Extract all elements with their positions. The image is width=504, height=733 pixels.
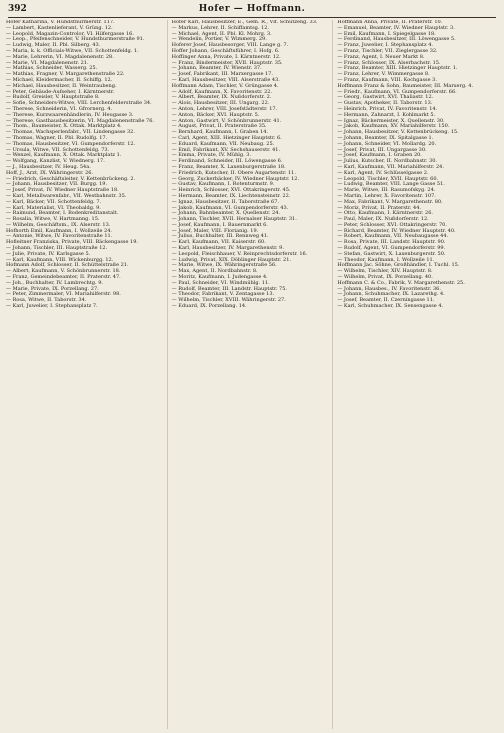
directory-entry: — Heinrich, Schlosser, XVI. Ottakringerstr. 45.: [171, 187, 291, 194]
directory-entry: — Adolf, Kaufmann, X. Favoritenstr. 22.: [171, 88, 273, 95]
directory-entry: — Alois, Hausbesitzer, III. Ungarg. 22.: [171, 100, 270, 107]
directory-entry: — Moriz, Privat, II. Praterstr. 44.: [337, 204, 421, 211]
directory-entry: — Ludwig, Privat, XIX. Döblinger Hauptstr. 21.: [171, 256, 291, 263]
directory-entry: — Karl, Kaufmann, VII. Kaiserstr. 60.: [171, 239, 266, 246]
directory-entry: — Max, Fabrikant, V. Margarethenstr. 80.: [337, 198, 443, 205]
directory-entry: — Gustav, Apotheker, II. Taborstr. 13.: [337, 100, 433, 107]
directory-entry: — Karl, Bäcker, VII. Schottenfeldg. 7.: [6, 198, 102, 205]
directory-entry: Hoffmann C. & Co., Fabrik, V. Margarethenstr. 25.: [337, 279, 465, 286]
directory-entry: — Theodor, Fabrikant, V. Zentagasse 13.: [171, 291, 275, 298]
column-1: [6, 20, 168, 729]
directory-entry: — Leopold, Magazin-Controlor, VI. Hilfergasse 16.: [6, 30, 134, 37]
directory-entry: — Rudolf, Greisler, V. Hauptstraße 8.: [6, 94, 100, 101]
directory-entry: — Johann, Hausbes., IV. Favoritenstr. 36.: [337, 285, 441, 292]
directory-entry: — Rudolf, Agent, VI. Gumpendorferstr. 99.: [337, 245, 446, 252]
directory-entry: Hoffmann Jac. Söhne, Großhändler, I. Tuchl. 15.: [337, 262, 460, 269]
directory-entry: — Anton, Gastwirt, V. Schönbrunnerstr. 41.: [171, 117, 282, 124]
directory-entry: — Martin, Lehrer, X. Favoritenstr. 107.: [337, 192, 436, 199]
directory-entry: — Franz, Juwelier, I. Stephansplatz 4.: [337, 42, 433, 49]
directory-entry: Hofer Karl, Hausbesitzer, E., Gem. R., Vlf. Schützeng. 33.: [171, 20, 318, 25]
directory-entry: — J., Hausbesitzer, IV. Heug. 54a.: [6, 163, 91, 170]
directory-entry: — Stefan, Gastwirt, X. Laxenburgerstr. 50.: [337, 250, 446, 257]
directory-entry: — Raimund, Beamter, I. Bodenkreditanstalt.: [6, 210, 119, 217]
directory-entry: — Eduard, IX. Porzellang. 14.: [171, 303, 247, 310]
directory-entry: — Johann, Beamter, IX. Spitalgasse 1.: [337, 134, 434, 141]
directory-entry: — Franz, Agent, I. Neuer Markt 8.: [337, 53, 425, 60]
directory-entry: — Franz, Lehrer, V. Wimmergasse 8.: [337, 71, 430, 78]
directory-entry: — Marie, Witwe, III. Rasumofskyg. 24.: [337, 187, 436, 194]
directory-entry: — Karl, Hausbesitzer, VIII. Alserstraße 43.: [171, 76, 280, 83]
directory-entry: — Therese, Gasthausbesitzerin, VI. Magdalenenstraße 76.: [6, 117, 155, 124]
directory-entry: — Bernhard, Kaufmann, I. Graben 14.: [171, 129, 269, 136]
directory-entry: — Eduard, Kaufmann, VII. Neubaug. 25.: [171, 140, 275, 147]
directory-entry: — Therese, Schneiderin, VI. Gfrornerg. 4.: [6, 105, 113, 112]
directory-entry: Hoffmann Adam, Tischler, V. Grüngasse 4.: [171, 82, 279, 89]
directory-entry: — Georg, Zuckerbäcker, IV. Wiedner Hauptstr. 12.: [171, 175, 300, 182]
directory-entry: — Anton, Bäcker, XVI. Hauptstr. 5.: [171, 111, 260, 118]
directory-entry: — Wilhelm, Geschäftsm., IX. Alserstr. 13.: [6, 221, 111, 228]
directory-entry: — Franz, Schlosser, IX. Alserbachstr. 15.: [337, 59, 441, 66]
directory-entry: — August, Privat, II. Praterstraße 35.: [171, 123, 267, 130]
directory-entry: — Friedrich, Geschäftsleiter, V. Kettenbrückeng. 2.: [6, 175, 136, 182]
directory-entry: Hoffer Johann, Geschäftsführer, I. Hofg. 6.: [171, 47, 280, 54]
directory-entry: — Josef, Fabrikant, III. Marxergasse 17.: [171, 71, 273, 78]
directory-entry: — Paul, Schneider, VI. Windmühlg. 11.: [171, 279, 270, 286]
directory-entry: — Anton, Lehrer, VIII. Josefstädterstr. 17.: [171, 105, 278, 112]
directory-entry: — Thom., Baumeister, X. Ottak. Marktplatz 4.: [6, 123, 122, 130]
directory-entry: — Josef, Privat, III. Ungargasse 30.: [337, 146, 427, 153]
directory-entry: — Josef, Maler, VIII. Florianig. 19.: [171, 227, 259, 234]
directory-entry: — Friedr., Kaufmann, VI. Gumpendorferstr. 66.: [337, 88, 457, 95]
directory-entry: — Hermann, Zahnarzt, I. Kohlmarkt 5.: [337, 111, 436, 118]
directory-entry: — Friedrich, Kutscher, II. Obere Augartenstr. 11.: [171, 169, 296, 176]
directory-entry: — Karl, Kaufmann, VII. Mariahilferstr. 24.: [337, 163, 444, 170]
directory-entry: — Robert, Kaufmann, VII. Neubaugasse 44.: [337, 233, 449, 240]
directory-entry: Hoffmann Anna, Private, II. Praterstr. 10.: [337, 20, 443, 25]
directory-entry: — Ludwig, Maler, II. Pbl. Silberg. 43.: [6, 42, 101, 49]
directory-entry: — Georg, Gastwirt, XVI. Thaliastr. 12.: [337, 94, 434, 101]
directory-entry: Hofmann Adolf, Schlosser, II. Schüttelstraße 21.: [6, 262, 129, 269]
directory-entry: — Karl, Agent, IV. Schlüsselgasse 2.: [337, 169, 429, 176]
page-number: 392: [8, 4, 27, 14]
directory-entry: — Michael, Agent, II. Pbl. Kl. Mohrg. 3.: [171, 30, 272, 37]
directory-entry: — Ignaz, Bäckermeister, X. Quellenstr. 30.: [337, 117, 445, 124]
directory-entry: — Thomas, Hausbesitzer, VI. Gumpendorferstr. 12.: [6, 140, 136, 147]
columns: [6, 20, 498, 729]
directory-entry: — Franz, Kaufmann, VIII. Kochgasse 3.: [337, 76, 437, 83]
directory-entry: — Paul, Maler, IX. Nußdorferstr. 12.: [337, 216, 429, 223]
directory-entry: Hofhorth Emil, Kaufmann, I. Wollzeile 24.: [6, 227, 113, 234]
directory-entry: — Karl, Hausbesitzer, IV. Margarethenstr. 9.: [171, 245, 284, 252]
directory-entry: — Rosalia, Witwe, V. Hartmanng. 15.: [6, 216, 100, 223]
directory-entry: — Johann, Schuhmacher, IX. Lazarethg. 4.: [337, 291, 445, 298]
directory-entry: — Marie, Private, IX. Porzellang. 27.: [6, 285, 99, 292]
directory-entry: — Julius, Kutscher, II. Nordbahnstr. 30.: [337, 158, 438, 165]
directory-entry: — Heinrich, Privat, IV. Favoritenstr. 14.: [337, 105, 438, 112]
directory-entry: — Thomas, Wagner, II. Pbl. Rudolfg. 17.: [6, 134, 108, 141]
directory-entry: — Michael, Kleidermacher, II. Schiffg. 12.: [6, 76, 113, 83]
directory-entry: — Ignaz, Hausbesitzer, II. Taborstraße 67.: [171, 198, 279, 205]
directory-entry: — Franz, Bindermeister, XVII. Hauptstr. 35.: [171, 59, 283, 66]
directory-entry: — Rosa, Private, III. Landstr. Hauptstr. 90.: [337, 239, 446, 246]
directory-entry: — Josef, Kaufmann, I. Graben 20.: [337, 152, 422, 159]
directory-entry: — Mathias, Schneider, Wasserg. 25.: [6, 65, 98, 72]
directory-entry: Hofer Katharina, V. Hundsthurmerstr. 117.: [6, 20, 115, 25]
directory-entry: — Johann, Tischler, XVII. Hernalser Hauptstr. 31.: [171, 216, 297, 223]
directory-entry: — Marie, Lehrerin, VI. Magdalenenstr. 28.: [6, 53, 114, 60]
directory-entry: — Michael, Hausbesitzer, II. Weintraubeng.: [6, 82, 117, 89]
directory-entry: — Theodor, Kaufmann, I. Wollzeile 11.: [337, 256, 435, 263]
directory-entry: — Emanuel, Beamter, IV. Wiedner Hauptstr. 3.: [337, 24, 455, 31]
directory-entry: — Sofie, Schneiders-Witwe, VIII. Lerchenfelderstraße 34.: [6, 100, 152, 107]
directory-entry: — Mathias, Fragner, V. Margarethenstraße 22.: [6, 71, 125, 78]
directory-entry: — Wenzel, Kaufmann, X. Ottak. Marktplatz 1.: [6, 152, 122, 159]
directory-entry: — Johann, Bahnbeamter, X. Quellenstr. 24.: [171, 210, 281, 217]
directory-entry: — Peter, Zimmermaler, VI. Mariahilferstr. 98.: [6, 291, 121, 298]
directory-entry: — Ferdinand, Hausbesitzer, III. Löwengasse 5.: [337, 36, 456, 43]
directory-entry: — Leopold, Tischler, XVII. Hauptstr. 60.: [337, 175, 439, 182]
directory-entry: — Max, Agent, II. Nordbahnstr. 8.: [171, 268, 258, 275]
directory-entry: — Karl, Metallwarenfabr., VII. Westbahnstr. 35.: [6, 192, 127, 199]
directory-entry: — Johann, Beamter, IV. Wienstr. 37.: [171, 65, 262, 72]
directory-entry: — Therese, Kurzwaarenhändlerin, IV. Heugasse 3.: [6, 111, 134, 118]
directory-entry: — Julie, Private, IV. Karlsgasse 5.: [6, 250, 91, 257]
directory-entry: — Karl, Kaufmann, VIII. Wickenburgg. 12.: [6, 256, 114, 263]
directory-entry: Hoff, J., Arzt, IX. Währingerstr. 26.: [6, 169, 94, 176]
directory-entry: — Peter, Gebäude-Aufseher, I. Kärntnerstr.: [6, 88, 115, 95]
directory-entry: — Johann, Schneider, VI. Mollardg. 20.: [337, 140, 437, 147]
directory-entry: — Josef, Kaufmann, I. Bauernmarkt 6.: [171, 221, 268, 228]
directory-entry: — Marie, Witwe, IX. Währingerstraße 56.: [171, 262, 277, 269]
directory-entry: — Wilhelm, Tischler, XVIII. Währingerstr. 27.: [171, 297, 286, 304]
directory-entry: — Ferdinand, Schneider, III. Löwengasse 6.: [171, 158, 283, 165]
directory-entry: — Albert, Beamter, IX. Nußdorferstr. 2.: [171, 94, 272, 101]
directory-entry: — Rosa, Witwe, II. Taborstr. 34.: [6, 297, 87, 304]
directory-entry: — Rudolf, Beamter, III. Landstr. Hauptstr. 75.: [171, 285, 287, 292]
directory-entry: — Karl, Juwelier, I. Stephansplatz 7.: [6, 303, 98, 310]
directory-entry: — Peter, Schlosser, XVI. Ottakringerstr. 70.: [337, 221, 447, 228]
directory-entry: — Hermann, Beamter, IX. Liechtensteinstr. 22.: [171, 192, 291, 199]
directory-entry: — Thomas, Wachsperlenfabr., VII. Lindengasse 32.: [6, 129, 135, 136]
directory-entry: — Leopold, Fleischhauer, V. Reinprechtsdorferstr. 16.: [171, 250, 308, 257]
directory-entry: — Maria, k. k. Officials-Witwe, VII. Schottenfeldg. 1.: [6, 47, 139, 54]
directory-entry: — Karl, Materialist, VI. Theobaldg. 9.: [6, 204, 101, 211]
directory-entry: — Wolfgang, Kanzlist, V. Wiednerg. 17.: [6, 158, 105, 165]
directory-entry: — Jakob, Kaufmann, VI. Gumpendorferstr. 43.: [171, 204, 289, 211]
column-2: [172, 20, 334, 729]
directory-entry: — Franz, Beamter, X. Laxenburgerstraße 18.: [171, 163, 286, 170]
directory-entry: — Franz, Gemeindebeamter, II. Praterstr. 47.: [6, 274, 121, 281]
directory-entry: — Ursula, Witwe, VII. Schottenfeldg. 73.: [6, 146, 110, 153]
directory-entry: — Richard, Beamter, IV. Wiedner Hauptstr. 40.: [337, 227, 456, 234]
directory-entry: — Franz, Beamter, XIII. Hietzinger Hauptstr. 1.: [337, 65, 458, 72]
running-head: Hofer — Hoffmann.: [198, 4, 306, 14]
directory-entry: — Marie, VI. Magdalenenstr. 21.: [6, 59, 89, 66]
directory-entry: — Carl, Agent, XIII. Hietzinger Hauptstr. 6.: [171, 134, 282, 141]
directory-entry: — Wendelin, Portier, V. Wimmerg. 29.: [171, 36, 267, 43]
directory-entry: — Wilhelm, Privat, IX. Porzellang. 40.: [337, 274, 433, 281]
directory-entry: — Jakob, Kaufmann, XV. Mariahilferstr. 150.: [337, 123, 450, 130]
directory-entry: — Joh., Buchhalter, IV. Lambrechtg. 9.: [6, 279, 103, 286]
column-3: [337, 20, 498, 729]
directory-entry: — Johann, Hausbesitzer, VII. Burgg. 19.: [6, 181, 108, 188]
directory-entry: — Karl, Schuhmacher, IX. Sensengasse 4.: [337, 303, 444, 310]
directory-entry: Hoffinger Anna, Private, I. Kärntnerstr. 12.: [171, 53, 281, 60]
directory-entry: — Julius, Buchhalter, III. Rennweg 41.: [171, 233, 269, 240]
directory-entry: — Moritz, Kaufmann, I. Judengasse 4.: [171, 274, 268, 281]
directory-entry: — Emma, Private, IV. Mühlg. 3.: [171, 152, 252, 159]
directory-entry: — Lambert, Kastenlieferant, V. Grüng. 12.: [6, 24, 113, 31]
directory-entry: — Wilhelm, Tischler, XIV. Hauptstr. 8.: [337, 268, 433, 275]
directory-entry: — Markus, Lehrer, II. Schiffamtsg. 12.: [171, 24, 269, 31]
directory-entry: Hoffmann Franz & Sohn, Baumeister, III. Marxerg. 4.: [337, 82, 474, 89]
directory-entry: — Ludwig, Beamter, VIII. Lange Gasse 51.: [337, 181, 445, 188]
header-rule: [8, 17, 496, 18]
directory-entry: — Josef, Privat, IV. Wiedner Hauptstraße 18.: [6, 187, 119, 194]
directory-entry: — Josef, Beamter, II. Czerningasse 11.: [337, 297, 435, 304]
directory-entry: — Otto, Kaufmann, I. Kärntnerstr. 26.: [337, 210, 433, 217]
page-header: [8, 4, 496, 16]
directory-entry: — Johann, Hausbesitzer, V. Kettenbrückeng. 15.: [337, 129, 459, 136]
directory-entry: Hofleitner Franziska, Private, VIII. Bäckengasse 19.: [6, 239, 138, 246]
directory-entry: — Albert, Kaufmann, V. Schönbrunnerstr. 18.: [6, 268, 121, 275]
directory-entry: — Emil, Kaufmann, I. Spiegelgasse 18.: [337, 30, 436, 37]
directory-entry: — Antonie, Witwe, IV. Favoritenstraße 11.: [6, 233, 113, 240]
directory-entry: Hoferer Josef, Hausbesorger, VIII. Lange g. 7.: [171, 42, 289, 49]
directory-entry: — Gustav, Kaufmann, I. Rotenturmstr. 9.: [171, 181, 275, 188]
directory-entry: — Franz, Tischler, VII. Zieglergasse 32.: [337, 47, 438, 54]
directory-entry: — Johann, Tischler, III. Hauptstraße 12.: [6, 245, 108, 252]
directory-entry: — Emil, Fabrikant, XV. Sechshauserstr. 41.: [171, 146, 281, 153]
directory-entry: — Leop., Pfeifenschneider, V. Hundsthurmerstraße 91.: [6, 36, 145, 43]
